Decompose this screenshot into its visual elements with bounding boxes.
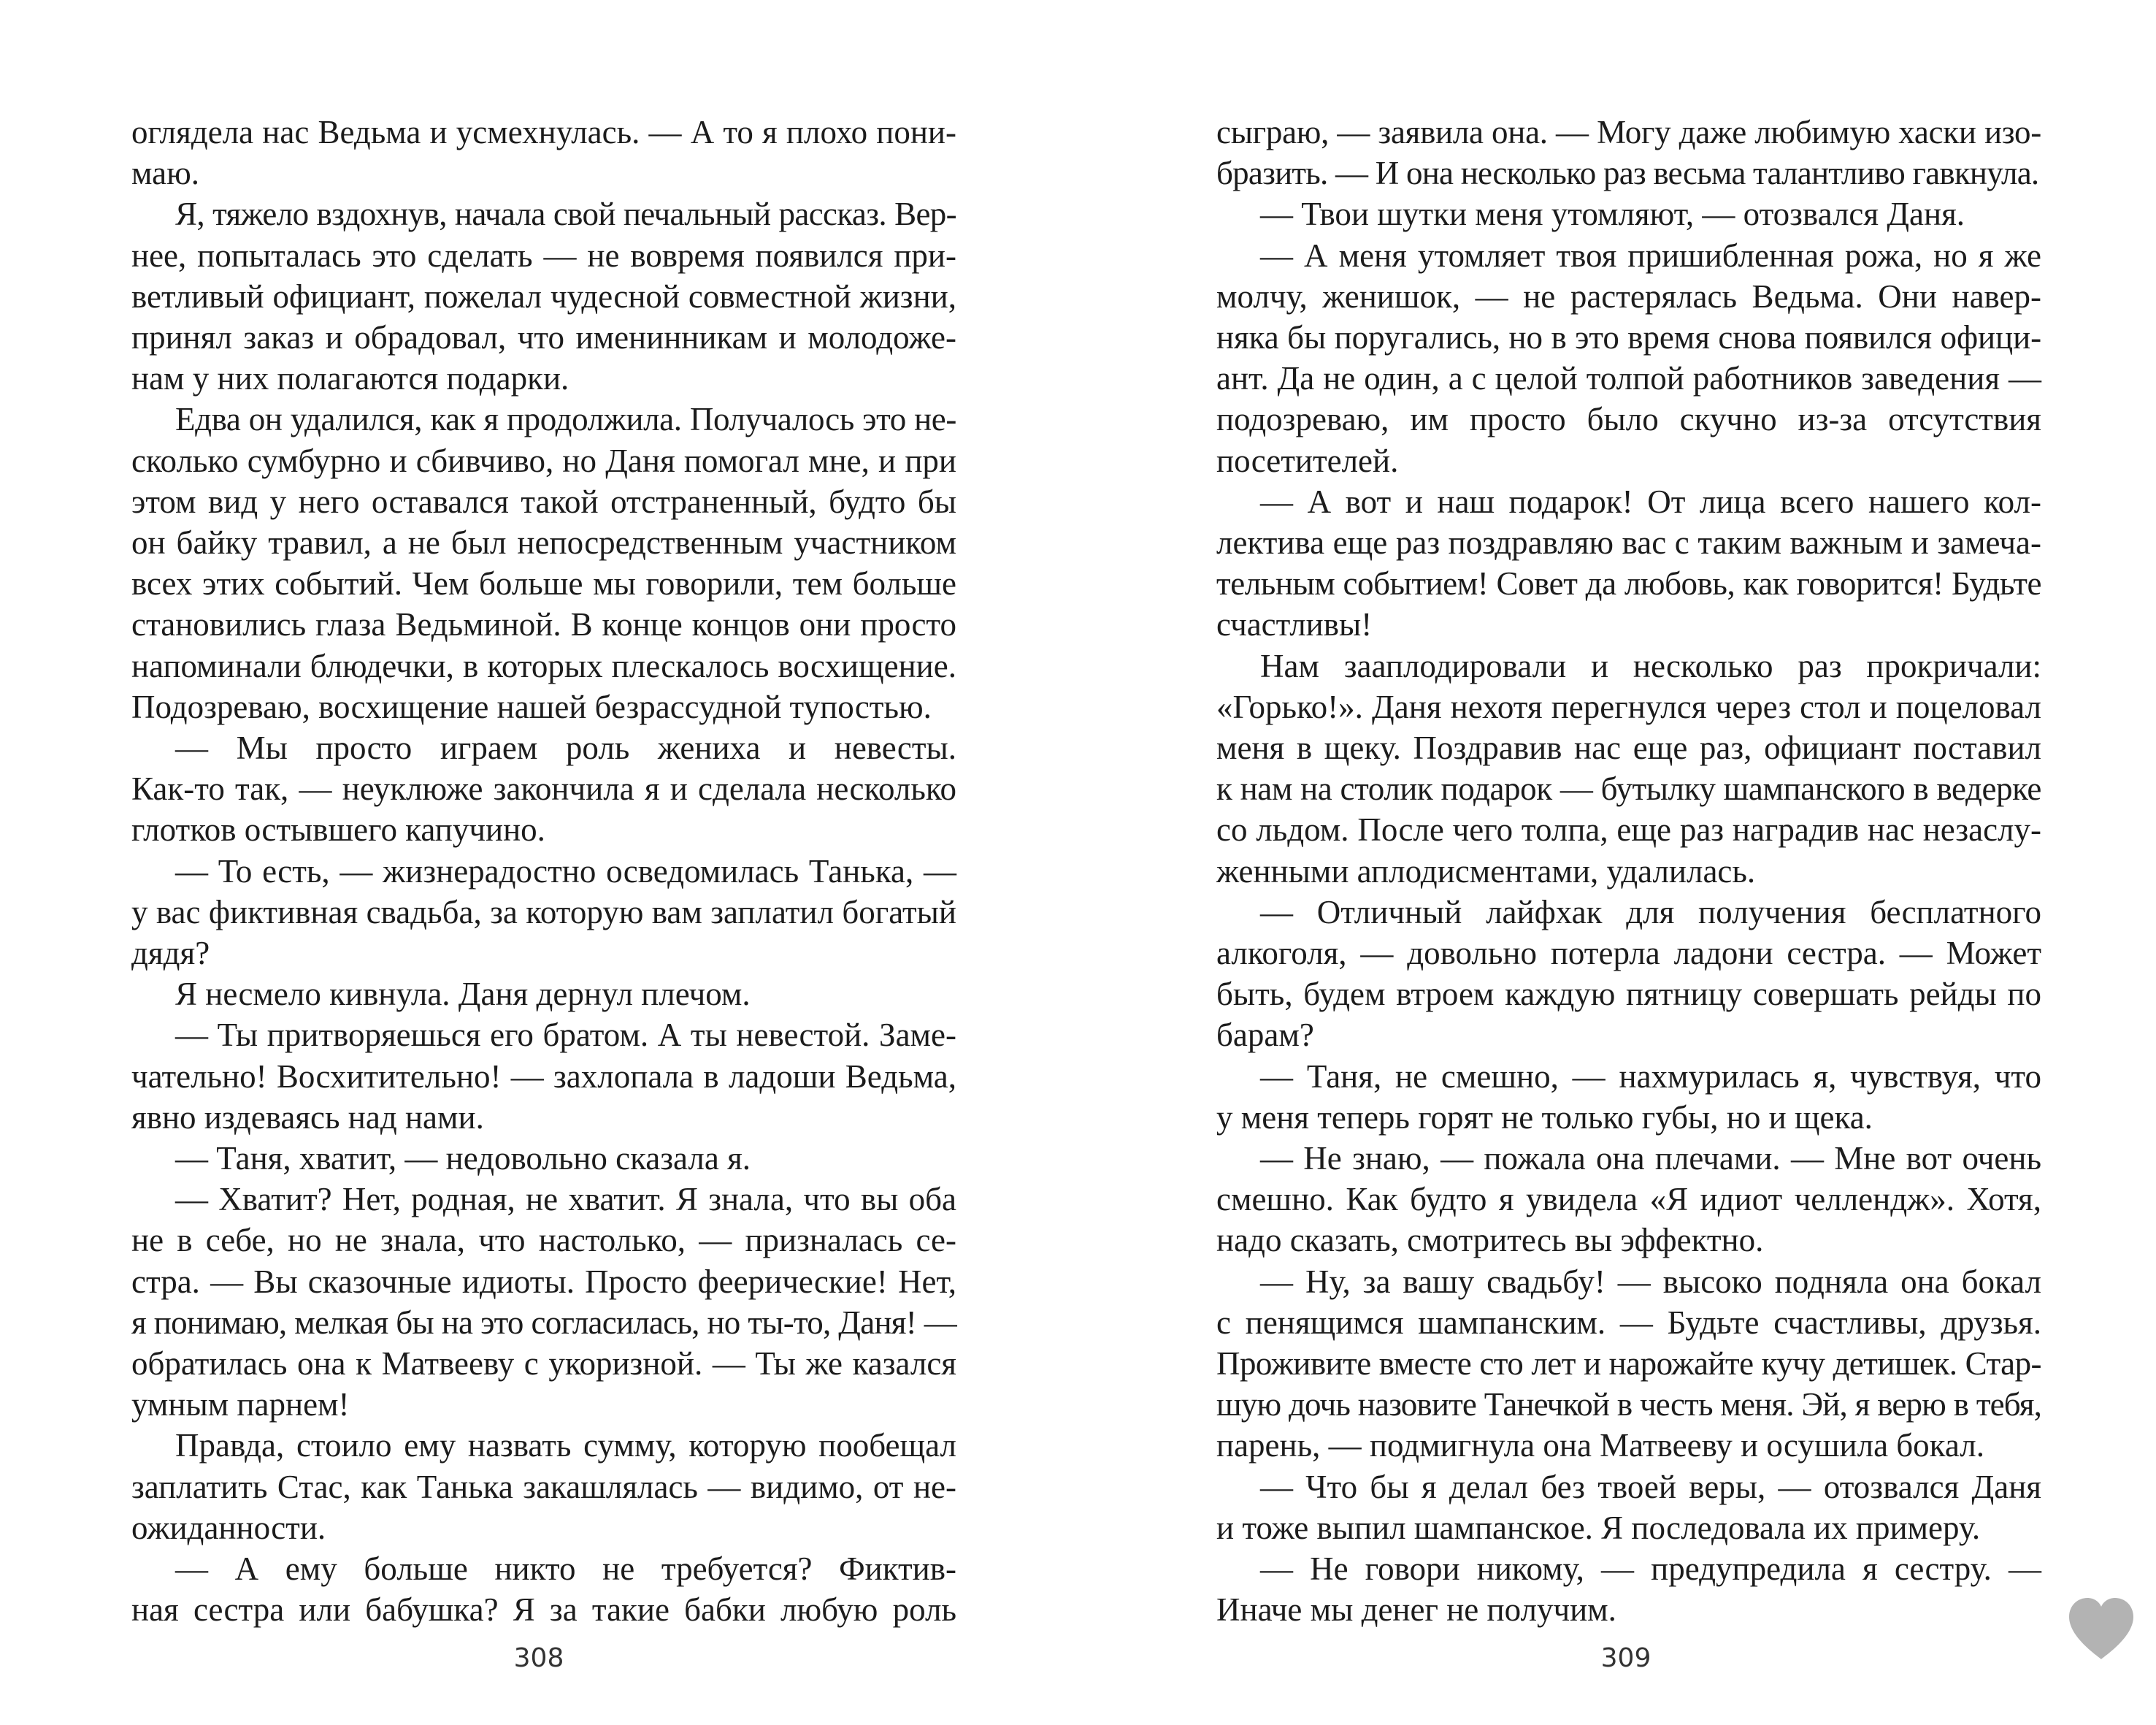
left-text-line: заплатить Стас, как Танька закашлялась — видимо, от не-	[131, 1468, 956, 1505]
right-text-line: подозреваю, им просто было скучно из-за отсутствия	[1216, 401, 2041, 438]
right-text-line: — Не знаю, — пожала она плечами. — Мне вот очень	[1260, 1140, 2041, 1177]
left-text-line: ожиданности.	[131, 1509, 326, 1546]
right-text-line: с пенящимся шампанским. — Будьте счастливы, друзья.	[1216, 1304, 2041, 1341]
right-text-line: — Таня, не смешно, — нахмурилась я, чувствуя, что	[1260, 1057, 2041, 1095]
right-text-line: женными аплодисментами, удалилась.	[1216, 852, 1756, 890]
left-text-line: — То есть, — жизнерадостно осведомилась Танька, —	[175, 852, 956, 890]
left-text-line: у вас фиктивная свадьба, за которую вам заплатил богатый	[131, 893, 956, 930]
right-text-line: — А вот и наш подарок! От лица всего нашего кол-	[1260, 483, 2041, 520]
left-text-line: оглядела нас Ведьма и усмехнулась. — А то я плохо пони-	[131, 114, 956, 150]
right-text-line: — Ну, за вашу свадьбу! — высоко подняла она бокал	[1260, 1263, 2041, 1300]
left-text-line: Правда, стоило ему назвать сумму, которую пообещал	[175, 1427, 956, 1464]
left-text-line: обратилась она к Матвееву с укоризной. — Ты же казался	[131, 1345, 956, 1382]
right-text-line: — Что бы я делал без твоей веры, — отозвался Даня	[1260, 1468, 2041, 1505]
right-text-line: смешно. Как будто я увидела «Я идиот челлендж». Хотя,	[1216, 1181, 2041, 1218]
page-number-right: 309	[1600, 1643, 1651, 1673]
right-text-line: сыграю, — заявила она. — Могу даже любимую хаски изо-	[1216, 114, 2041, 150]
left-text-line: Едва он удалился, как я продолжила. Получалось это не-	[175, 401, 956, 438]
right-text-line: няка бы поругались, но в это время снова появился офици-	[1216, 319, 2041, 356]
right-text-line: к нам на столик подарок — бутылку шампанского в ведерке	[1216, 770, 2041, 808]
right-text-line: — Твои шутки меня утомляют, — отозвался Даня.	[1260, 196, 1965, 233]
left-text-line: — Мы просто играем роль жениха и невесты.	[175, 730, 956, 766]
left-text-line: всех этих событий. Чем больше мы говорили, тем больше	[131, 565, 956, 603]
right-text-line: посетителей.	[1216, 442, 1399, 479]
left-text-line: маю.	[131, 155, 200, 192]
right-text-line: лектива еще раз поздравляю вас с таким важным и замеча-	[1216, 524, 2041, 561]
right-text-line: счастливы!	[1216, 606, 1373, 643]
left-text-line: глотков остывшего капучино.	[131, 811, 545, 849]
left-text-line: стра. — Вы сказочные идиоты. Просто феерические! Нет,	[131, 1263, 956, 1300]
left-text-line: напоминали блюдечки, в которых плескалось восхищение.	[131, 647, 956, 684]
right-text-line: быть, будем втроем каждую пятницу совершать рейды по	[1216, 976, 2041, 1013]
left-text-line: явно издеваясь над нами.	[131, 1098, 484, 1136]
right-text-line: тельным событием! Совет да любовь, как говорится! Будьте	[1216, 565, 2041, 603]
right-text-line: — Отличный лайфхак для получения бесплатного	[1260, 893, 2041, 930]
left-text-line: — Таня, хватит, — недовольно сказала я.	[175, 1140, 751, 1177]
left-text-line: — Хватит? Нет, родная, не хватит. Я знала, что вы оба	[175, 1181, 956, 1218]
left-text-line: Я несмело кивнула. Даня дернул плечом.	[175, 976, 751, 1013]
right-text-line: «Горько!». Даня нехотя перегнулся через стол и поцеловал	[1216, 688, 2041, 725]
left-text-line: не в себе, но не знала, что настолько, — призналась се-	[131, 1222, 956, 1259]
left-text-line: Подозреваю, восхищение нашей безрассудной тупостью.	[131, 688, 932, 725]
left-text-line: он байку травил, а не был непосредственным участником	[131, 524, 956, 561]
left-text-line: ветливый официант, пожелал чудесной совместной жизни,	[131, 278, 956, 315]
left-text-line: нам у них полагаются подарки.	[131, 360, 569, 397]
left-text-line: сколько сумбурно и сбивчиво, но Даня помогал мне, и при	[131, 442, 956, 479]
left-text-line: дядя?	[131, 935, 210, 971]
right-text-line: Нам зааплодировали и несколько раз прокричали:	[1260, 647, 2041, 684]
right-text-line: парень, — подмигнула она Матвееву и осушила бокал.	[1216, 1427, 1984, 1464]
right-text-line: у меня теперь горят не только губы, но и щека.	[1216, 1098, 1873, 1136]
right-text-line: — А меня утомляет твоя пришибленная рожа, но я же	[1260, 237, 2041, 274]
right-text-line: Иначе мы денег не получим.	[1216, 1591, 1616, 1629]
right-text-line: — Не говори никому, — предупредила я сестру. —	[1260, 1550, 2041, 1587]
right-text-line: Проживите вместе сто лет и нарожайте кучу детишек. Стар-	[1216, 1345, 2041, 1382]
left-text-line: чательно! Восхитительно! — захлопала в ладоши Ведьма,	[131, 1057, 956, 1095]
left-text-line: этом вид у него оставался такой отстраненный, будто бы	[131, 483, 956, 520]
left-text-line: становились глаза Ведьминой. В конце концов они просто	[131, 606, 956, 643]
left-text-line: умным парнем!	[131, 1386, 350, 1423]
left-text-line: Как-то так, — неуклюже закончила я и сделала несколько	[131, 770, 956, 808]
left-text-line: я понимаю, мелкая бы на это согласилась, но ты-то, Даня! —	[131, 1304, 956, 1341]
left-text-line: Я, тяжело вздохнув, начала свой печальный рассказ. Вер-	[175, 196, 956, 233]
right-text-line: шую дочь назовите Танечкой в честь меня. Эй, я верю в тебя,	[1216, 1386, 2041, 1423]
page-number-left: 308	[513, 1643, 564, 1673]
heart-icon[interactable]	[2066, 1596, 2136, 1662]
right-text-line: надо сказать, смотритесь вы эффектно.	[1216, 1222, 1764, 1259]
right-text-line: алкоголя, — довольно потерла ладони сестра. — Может	[1216, 935, 2041, 971]
right-text-line: и тоже выпил шампанское. Я последовала их примеру.	[1216, 1509, 1981, 1546]
left-text-line: — А ему больше никто не требуется? Фиктив-	[175, 1550, 956, 1587]
left-text-line: — Ты притворяешься его братом. А ты невестой. Заме-	[175, 1017, 956, 1054]
left-text-line: принял заказ и обрадовал, что именинникам и молодоже-	[131, 319, 956, 356]
right-text-line: со льдом. После чего толпа, еще раз наградив нас незаслу-	[1216, 811, 2041, 849]
right-page	[1078, 0, 2156, 1725]
right-text-line: ант. Да не один, а с целой толпой работников заведения —	[1216, 360, 2041, 397]
right-text-line: молчу, женишок, — не растерялась Ведьма. Они навер-	[1216, 278, 2041, 315]
right-text-line: меня в щеку. Поздравив нас еще раз, официант поставил	[1216, 730, 2041, 766]
right-text-line: бразить. — И она несколько раз весьма талантливо гавкнула.	[1216, 155, 2039, 192]
right-text-line: барам?	[1216, 1017, 1314, 1054]
left-text-line: ная сестра или бабушка? Я за такие бабки любую роль	[131, 1591, 956, 1629]
left-text-line: нее, попыталась это сделать — не вовремя появился при-	[131, 237, 956, 274]
